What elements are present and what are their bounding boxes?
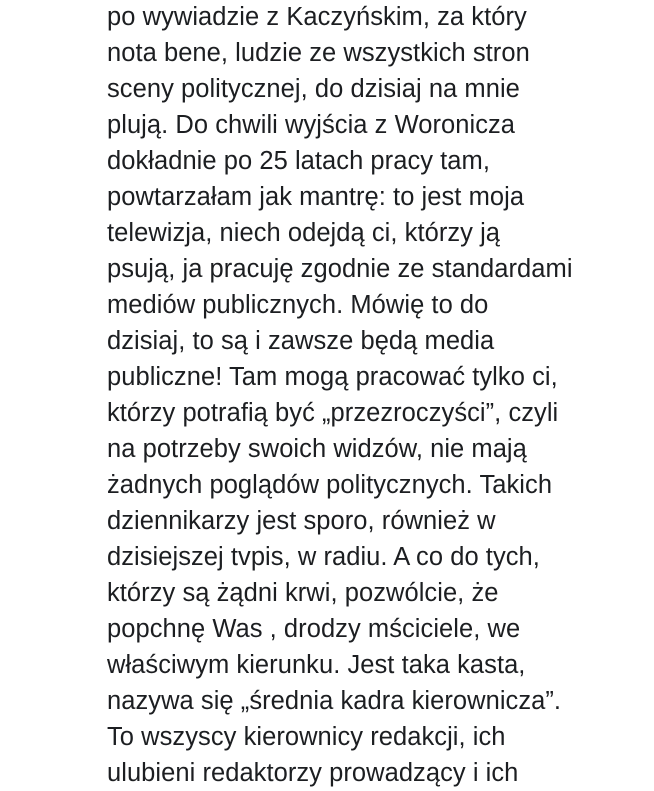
post-text-line: żadnych poglądów politycznych. Takich	[107, 471, 553, 499]
post-text-line: powtarzałam jak mantrę: to jest moja	[107, 183, 525, 211]
post-text-line: ulubieni redaktorzy prowadzący i ich	[107, 759, 519, 787]
post-text-line: nazywa się „średnia kadra kierownicza”.	[107, 687, 562, 715]
post-text-line: publiczne! Tam mogą pracować tylko ci,	[107, 363, 558, 391]
post-text-line: popchnę Was , drodzy mściciele, we	[107, 615, 521, 643]
post-text-line: telewizja, niech odejdą ci, którzy ją	[107, 219, 501, 247]
post-text-line: którzy potrafią być „przezroczyści”, czyli	[107, 399, 559, 427]
post-text-line: właściwym kierunku. Jest taka kasta,	[107, 651, 526, 679]
post-text-line: nota bene, ludzie ze wszystkich stron	[107, 39, 530, 67]
post-text-line: dzisiejszej tvpis, w radiu. A co do tych,	[107, 543, 540, 571]
post-text	[107, 0, 647, 791]
post-text-line: mediów publicznych. Mówię to do	[107, 291, 489, 319]
post-text-line: na potrzeby swoich widzów, nie mają	[107, 435, 527, 463]
post-text-line: plują. Do chwili wyjścia z Woronicza	[107, 111, 516, 139]
post-text-line: dzisiaj, to są i zawsze będą media	[107, 327, 495, 355]
post-text-line: dokładnie po 25 latach pracy tam,	[107, 147, 490, 175]
post-text-line: psują, ja pracuję zgodnie ze standardami	[107, 255, 573, 283]
post-text-line: po wywiadzie z Kaczyńskim, za który	[107, 3, 527, 31]
post-text-line: To wszyscy kierownicy redakcji, ich	[107, 723, 506, 751]
post-text-line: dziennikarzy jest sporo, również w	[107, 507, 496, 535]
post-text-line: którzy są żądni krwi, pozwólcie, że	[107, 579, 499, 607]
post-text-line: sceny politycznej, do dzisiaj na mnie	[107, 75, 520, 103]
